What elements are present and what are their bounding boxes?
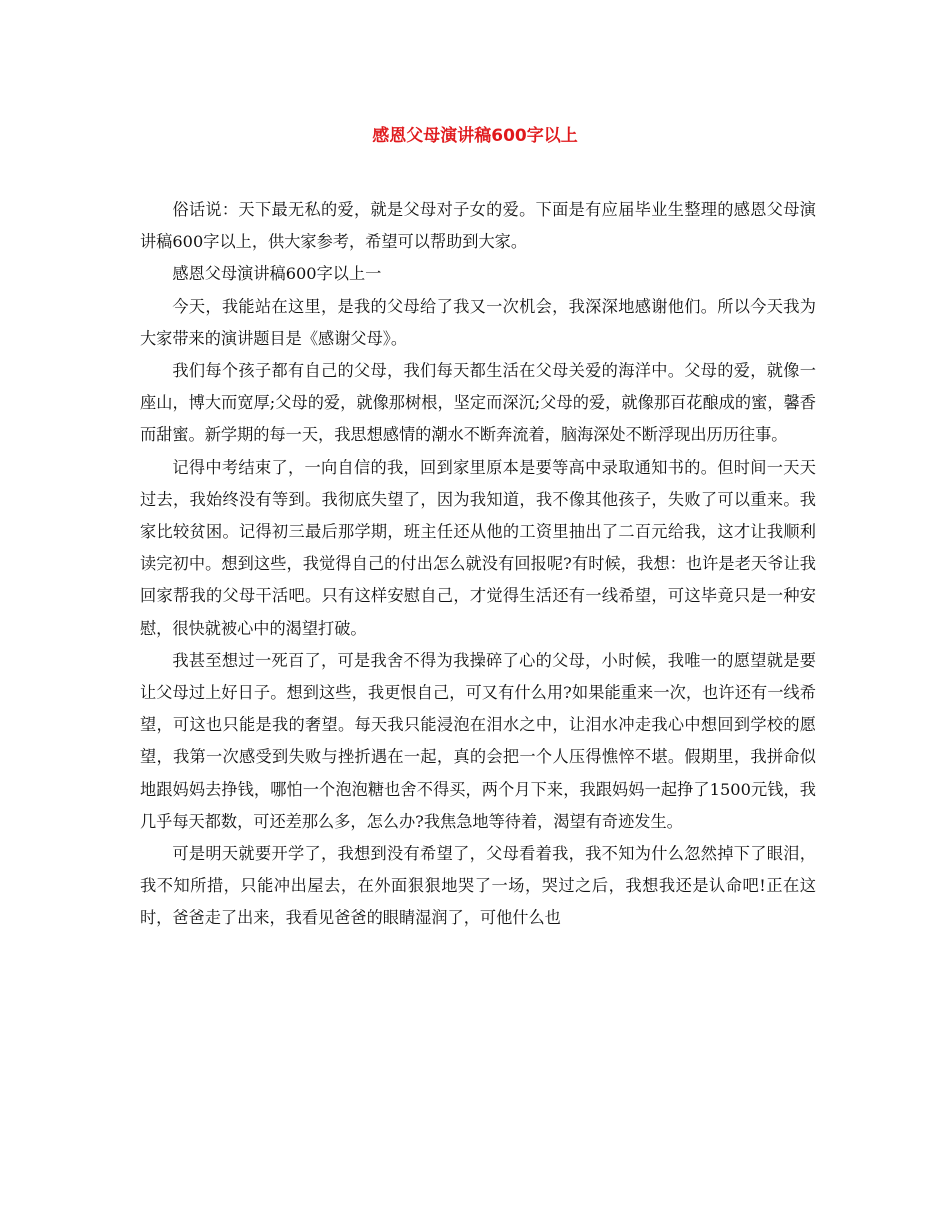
intro-paragraph: 俗话说：天下最无私的爱，就是父母对子女的爱。下面是有应届毕业生整理的感恩父母演讲稿600字以上，供大家参考，希望可以帮助到大家。 [140, 200, 816, 252]
body-paragraph: 我甚至想过一死百了，可是我舍不得为我操碎了心的父母，小时候，我唯一的愿望就是要让父母过上好日子。想到这些，我更恨自己，可又有什么用?如果能重来一次，也许还有一线希望，可这也只能是我的奢望。每天我只能浸泡在泪水之中，让泪水冲走我心中想回到学校的愿望，我第一次感受到失败与挫折遇在一起，真的会把一个人压得憔悴不堪。假期里，我拼命似地跟妈妈去挣钱，哪怕一个泡泡糖也舍不得买，两个月下来，我跟妈妈一起挣了1500元钱，我几乎每天都数，可还差那么多，怎么办?我焦急地等待着，渴望有奇迹发生。 [140, 650, 816, 831]
section-heading: 感恩父母演讲稿600字以上一 [172, 264, 382, 284]
body-paragraph: 可是明天就要开学了，我想到没有希望了，父母看着我，我不知为什么忽然掉下了眼泪，我不知所措，只能冲出屋去，在外面狠狠地哭了一场，哭过之后，我想我还是认命吧!正在这时，爸爸走了出来，我看见爸爸的眼睛湿润了，可他什么也 [140, 844, 816, 928]
body-paragraph: 记得中考结束了，一向自信的我，回到家里原本是要等高中录取通知书的。但时间一天天过去，我始终没有等到。我彻底失望了，因为我知道，我不像其他孩子，失败了可以重来。我家比较贫困。记得初三最后那学期，班主任还从他的工资里抽出了二百元给我，这才让我顺利读完初中。想到这些，我觉得自己的付出怎么就没有回报呢?有时候，我想：也许是老天爷让我回家帮我的父母干活吧。只有这样安慰自己，才觉得生活还有一线希望，可这毕竟只是一种安慰，很快就被心中的渴望打破。 [140, 457, 816, 638]
document-body [140, 194, 816, 935]
document-title: 感恩父母演讲稿600字以上 [372, 126, 578, 146]
body-paragraph: 我们每个孩子都有自己的父母，我们每天都生活在父母关爱的海洋中。父母的爱，就像一座山，博大而宽厚;父母的爱，就像那树根，坚定而深沉;父母的爱，就像那百花酿成的蜜，馨香而甜蜜。新学期的每一天，我思想感情的潮水不断奔流着，脑海深处不断浮现出历历往事。 [140, 361, 816, 445]
body-paragraph: 今天，我能站在这里，是我的父母给了我又一次机会，我深深地感谢他们。所以今天我为大家带来的演讲题目是《感谢父母》。 [140, 296, 816, 348]
